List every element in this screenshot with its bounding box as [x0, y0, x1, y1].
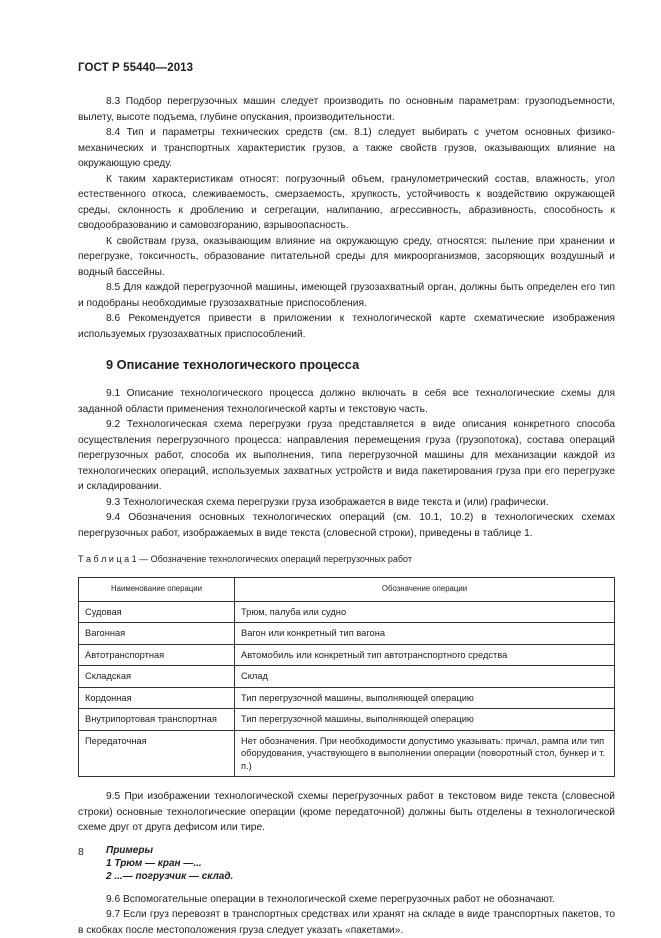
table-row	[79, 623, 615, 645]
table-cell-designation: Тип перегрузочной машины, выполняющей операцию	[235, 687, 615, 709]
table-cell-name: Складская	[79, 666, 235, 688]
table-row	[79, 687, 615, 709]
table-row	[79, 666, 615, 688]
table-cell-designation: Тип перегрузочной машины, выполняющей операцию	[235, 709, 615, 731]
paragraph-9-7: 9.7 Если груз перевозят в транспортных средствах или хранят на складе в виде транспортных пакетов, то в скобках после местоположения груза следует указать «пакетами».	[78, 909, 615, 936]
table-cell-designation: Нет обозначения. При необходимости допустимо указывать: причал, рампа или тип оборудования, участвующего в выполнении операции (поворотный стол, бункер и т. п.)	[235, 730, 615, 777]
paragraph-8-4: 8.4 Тип и параметры технических средств (см. 8.1) следует выбирать с учетом основных физико-механических и транспортных характеристик грузов, а также свойств грузов, оказывающих влияние на окружающую среду.	[78, 127, 615, 169]
table-cell-name: Вагонная	[79, 623, 235, 645]
examples-block	[106, 844, 615, 883]
table-cell-name: Передаточная	[79, 730, 235, 777]
table-row	[79, 644, 615, 666]
paragraph-9-1: 9.1 Описание технологического процесса должно включать в себя все технологические схемы для заданной области применения технологической карты и текстовую часть.	[78, 388, 615, 415]
paragraph-9-6: 9.6 Вспомогательные операции в технологической схеме перегрузочных работ не обозначают.	[106, 893, 555, 905]
section-title: 9 Описание технологического процесса	[106, 357, 360, 372]
table-row	[79, 730, 615, 777]
paragraph-8-6: 8.6 Рекомендуется привести в приложении к технологической карте схематические изображения используемых грузозахватных приспособлений.	[78, 313, 615, 340]
paragraph-9-2: 9.2 Технологическая схема перегрузки груза представляется в виде описания конкретного способа осуществления перегрузочного процесса: направления перемещения груза (грузопотока), состава операций перегрузочных работ, способа их выполнения, типа перегрузочной машины для механизации каждой из технологических операций, используемых захватных устройств и вида пакетирования груза при его перегрузке и складировании.	[78, 419, 615, 492]
table-cell-name: Автотранспортная	[79, 644, 235, 666]
paragraph-properties: К свойствам груза, оказывающим влияние на окружающую среду, относятся: пыление при хранении и перегрузке, токсичность, образование питательной среды для микроорганизмов, засоряющих воздушный и водный бассейны.	[78, 235, 615, 278]
table-cell-name: Внутрипортовая транспортная	[79, 709, 235, 731]
table-cell-designation: Автомобиль или конкретный тип автотранспортного средства	[235, 644, 615, 666]
table-header-row	[79, 578, 615, 602]
page-number: 8	[78, 846, 84, 858]
paragraph-characteristics: К таким характеристикам относят: погрузочный объем, гранулометрический состав, влажность, угол естественного откоса, слеживаемость, смерзаемость, хрупкость, устойчивость к воздействию окружающей среды, склонность к дроблению и сегрегации, налипанию, агрессивность, абразивность, способность к сводообразованию и самовозгоранию, взрывоопасность.	[78, 173, 615, 231]
paragraph-9-4: 9.4 Обозначения основных технологических операций (см. 10.1, 10.2) в технологических схемах перегрузочных работ, изображаемых в виде текста (словесной строки), приведены в таблице 1.	[78, 512, 615, 539]
paragraph-9-5: 9.5 При изображении технологической схемы перегрузочных работ в текстовом виде текста (словесной строки) основные технологические операции (кроме передаточной) должны быть отделены в технологической схеме друг от друга дефисом или тире.	[78, 791, 615, 833]
paragraph-9-3: 9.3 Технологическая схема перегрузки груза изображается в виде текста и (или) графически.	[106, 496, 549, 508]
table-cell-designation: Вагон или конкретный тип вагона	[235, 623, 615, 645]
page-content	[78, 94, 615, 938]
table-header-cell: Наименование операции	[79, 578, 235, 602]
paragraph-8-3: 8.3 Подбор перегрузочных машин следует производить по основным параметрам: грузоподъемности, вылету, высоте подъема, глубине опускания, производительности.	[78, 96, 615, 123]
paragraph-8-5: 8.5 Для каждой перегрузочной машины, имеющей грузозахватный орган, должны быть определен его тип и подобраны необходимые грузозахватные приспособления.	[78, 282, 615, 309]
table-cell-name: Судовая	[79, 601, 235, 623]
table-row	[79, 601, 615, 623]
table-cell-name: Кордонная	[79, 687, 235, 709]
operations-table	[78, 577, 615, 777]
table-cell-designation: Склад	[235, 666, 615, 688]
table-row	[79, 709, 615, 731]
example-line: 2 ...— погрузчик — склад.	[106, 870, 234, 882]
table-cell-designation: Трюм, палуба или судно	[235, 601, 615, 623]
document-header: ГОСТ Р 55440—2013	[78, 62, 194, 74]
table-header-cell: Обозначение операции	[235, 578, 615, 602]
example-line: 1 Трюм — кран —...	[106, 857, 202, 869]
examples-title: Примеры	[106, 844, 154, 856]
table-caption: Т а б л и ц а 1 — Обозначение технологических операций перегрузочных работ	[78, 554, 412, 564]
